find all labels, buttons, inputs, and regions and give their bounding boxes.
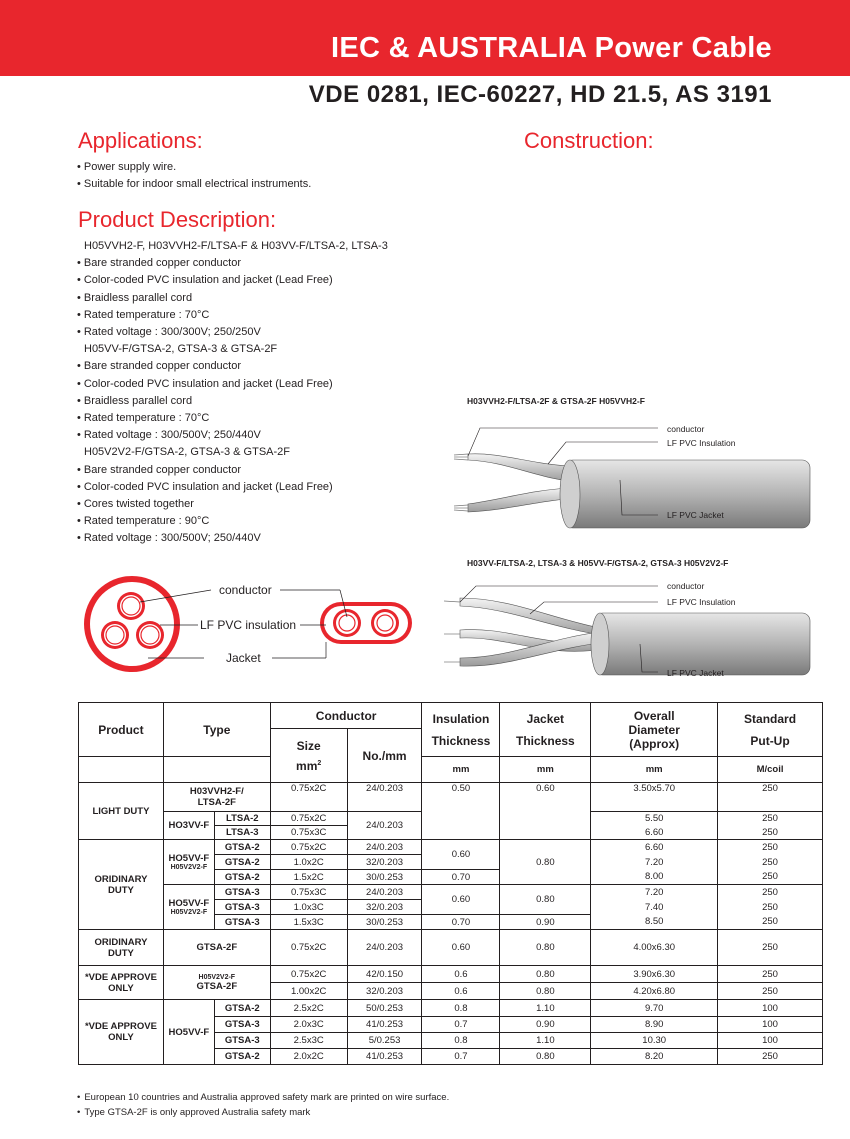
twisted-cable-diagram — [440, 578, 820, 688]
page-title: IEC & AUSTRALIA Power Cable — [330, 32, 772, 64]
d1-label-conductor: conductor — [667, 424, 705, 434]
list-item: • Power supply wire. — [77, 159, 311, 176]
unit-mm: mm — [500, 757, 591, 783]
label-conductor: conductor — [219, 583, 272, 597]
table-row: ORIDINARY DUTY HO5VV-F H05V2V2-F GTSA-2 0.75x2C 24/0.203 0.60 0.80 6.60 250 — [79, 840, 823, 855]
spec-table — [78, 702, 823, 1065]
list-item: • Color-coded PVC insulation and jacket (Lead Free) — [77, 376, 388, 393]
product-description-list — [77, 238, 388, 548]
list-item: • Bare stranded copper conductor — [77, 358, 388, 375]
unit-coil: M/coil — [718, 757, 823, 783]
d2-label-jacket: LF PVC Jacket — [667, 668, 724, 678]
standards-subtitle: VDE 0281, IEC-60227, HD 21.5, AS 3191 — [308, 81, 772, 108]
table-row: LIGHT DUTY H03VVH2-F/ LTSA-2F 0.75x2C 24/0.203 0.50 0.60 3.50x5.70 250 — [79, 783, 823, 812]
unit-mm: mm — [422, 757, 500, 783]
header-conductor: Conductor — [270, 703, 422, 729]
header-size: Size $mm^2$ — [270, 729, 347, 783]
table-row: GTSA-3 2.5x3C 5/0.253 0.8 1.10 10.30 100 — [79, 1033, 823, 1049]
list-item: • Bare stranded copper conductor — [77, 462, 388, 479]
table-row: GTSA-2 1.0x2C 32/0.203 7.20 250 — [79, 855, 823, 870]
header-insulation: Insulation Thickness — [422, 703, 500, 757]
header-jacket: Jacket Thickness — [500, 703, 591, 757]
table-row: ORIDINARY DUTY GTSA-2F 0.75x2C 24/0.203 0.60 0.80 4.00x6.30 250 — [79, 930, 823, 966]
list-item: • Color-coded PVC insulation and jacket (Lead Free) — [77, 479, 388, 496]
list-item: • Rated temperature : 70°C — [77, 410, 388, 427]
table-row: HO5VV-F H05V2V2-F GTSA-3 0.75x3C 24/0.203 0.60 0.80 7.20 250 — [79, 885, 823, 900]
table-row: *VDE APPROVE ONLY HO5VV-F GTSA-2 2.5x2C 50/0.253 0.8 1.10 9.70 100 — [79, 1000, 823, 1017]
d1-label-jacket: LF PVC Jacket — [667, 510, 724, 520]
list-item: • Rated voltage : 300/500V; 250/440V — [77, 530, 388, 547]
list-item: • Color-coded PVC insulation and jacket (Lead Free) — [77, 272, 388, 289]
cable-jacket — [595, 613, 810, 675]
table-row: *VDE APPROVE ONLY H05V2V2-F GTSA-2F 0.75x2C 42/0.150 0.6 0.80 3.90x6.30 250 — [79, 966, 823, 983]
construction-heading: Construction: — [524, 128, 654, 153]
d2-label-conductor: conductor — [667, 581, 705, 591]
table-row: GTSA-3 1.0x3C 32/0.203 7.40 250 — [79, 900, 823, 915]
table-row: GTSA-3 2.0x3C 41/0.253 0.7 0.90 8.90 100 — [79, 1017, 823, 1033]
list-item: • Rated temperature : 70°C — [77, 307, 388, 324]
header-overall-diameter: Overall Diameter (Approx) — [591, 703, 718, 757]
footnote: • Type GTSA-2F is only approved Australia safety mark — [77, 1105, 449, 1120]
list-item: • Cores twisted together — [77, 496, 388, 513]
table-row: 1.00x2C 32/0.203 0.6 0.80 4.20x6.80 250 — [79, 983, 823, 1000]
product-description-heading: Product Description: — [78, 207, 277, 232]
list-item: • Rated voltage : 300/500V; 250/440V — [77, 427, 388, 444]
model-line: H05VV-F/GTSA-2, GTSA-3 & GTSA-2F — [84, 343, 278, 356]
header-product: Product — [79, 703, 164, 757]
flat-cable-diagram — [440, 420, 820, 530]
title-banner — [0, 0, 850, 76]
label-insulation: LF PVC insulation — [200, 618, 297, 632]
model-line: H05VVH2-F, H03VVH2-F/LTSA-F & H03VV-F/LTSA-2, LTSA-3 — [84, 240, 388, 252]
table-row: HO3VV-F LTSA-2 0.75x2C 24/0.203 5.50 250 — [79, 812, 823, 826]
list-item: • Bare stranded copper conductor — [77, 255, 388, 272]
table-row: GTSA-3 1.5x3C 30/0.253 0.70 0.90 8.50 250 — [79, 915, 823, 930]
table-row: GTSA-2 2.0x2C 41/0.253 0.7 0.80 8.20 250 — [79, 1049, 823, 1065]
table-row: GTSA-2 1.5x2C 30/0.253 0.70 8.00 250 — [79, 870, 823, 885]
list-item: • Rated voltage : 300/300V; 250/250V — [77, 324, 388, 341]
model-line: H05V2V2-F/GTSA-2, GTSA-3 & GTSA-2F — [84, 446, 290, 459]
list-item: • Rated temperature : 90°C — [77, 513, 388, 530]
diagram1-title: H03VVH2-F/LTSA-2F & GTSA-2F H05VVH2-F — [467, 396, 645, 406]
list-item: • Braidless parallel cord — [77, 290, 388, 307]
applications-list — [77, 159, 311, 193]
footnotes — [77, 1090, 449, 1120]
unit-mm: mm — [591, 757, 718, 783]
header-standard-putup: Standard Put-Up — [718, 703, 823, 757]
footnote: • European 10 countries and Australia approved safety mark are printed on wire surface. — [77, 1090, 449, 1105]
header-type: Type — [163, 703, 270, 757]
label-jacket: Jacket — [226, 651, 261, 665]
diagram2-title: H03VV-F/LTSA-2, LTSA-3 & H05VV-F/GTSA-2, GTSA-3 H05V2V2-F — [467, 558, 729, 568]
list-item: • Braidless parallel cord — [77, 393, 388, 410]
header-number-per-mm: No./mm — [347, 729, 422, 783]
d1-label-insulation: LF PVC Insulation — [667, 438, 736, 448]
table-row: LTSA-3 0.75x3C 6.60 250 — [79, 826, 823, 840]
applications-heading: Applications: — [78, 128, 203, 153]
d2-label-insulation: LF PVC Insulation — [667, 597, 736, 607]
list-item: • Suitable for indoor small electrical instruments. — [77, 176, 311, 193]
